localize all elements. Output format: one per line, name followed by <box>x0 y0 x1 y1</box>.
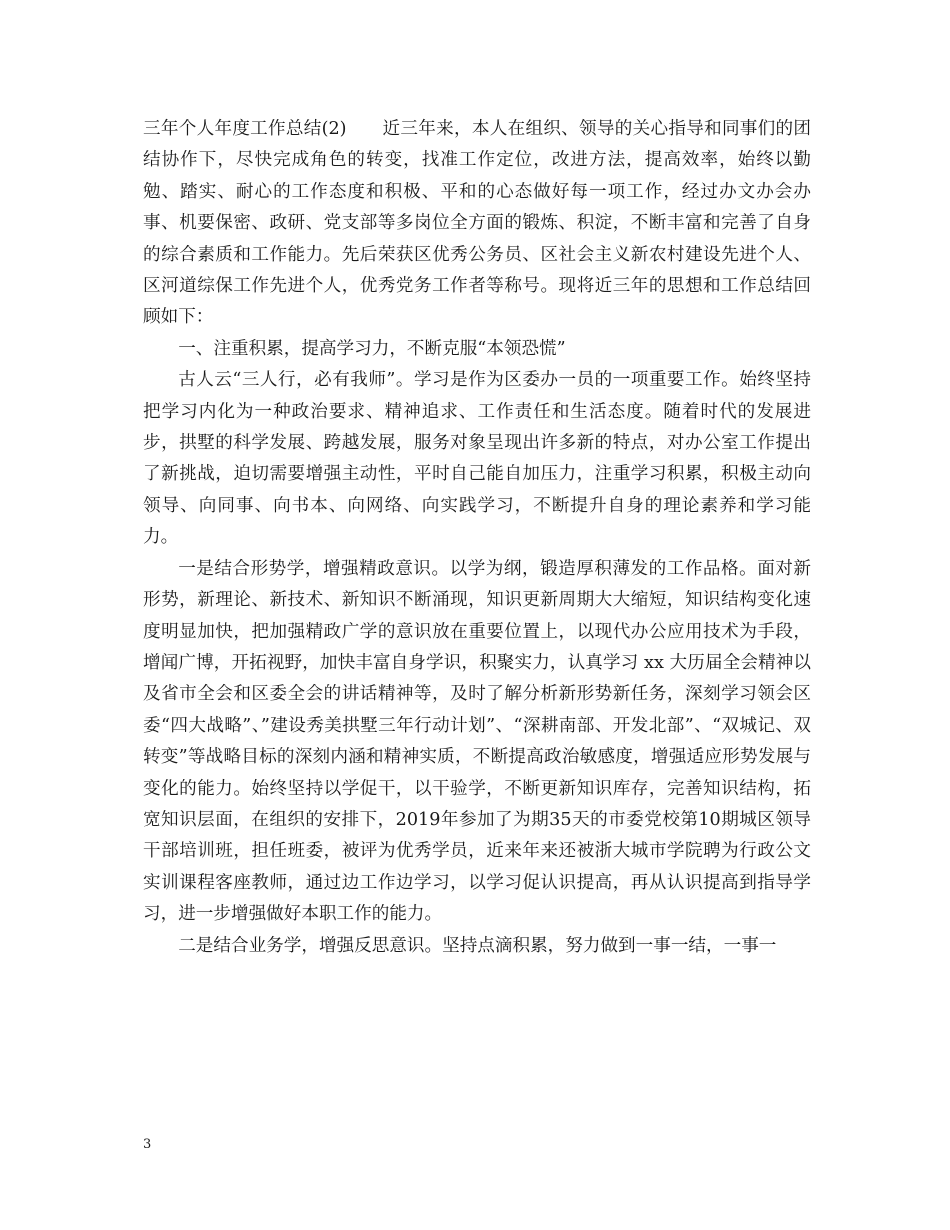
page-number: 3 <box>143 1137 152 1152</box>
document-body <box>143 114 811 962</box>
paragraph-section-heading: 一、注重积累，提高学习力，不断克服“本领恐慌” <box>178 338 566 359</box>
paragraph-intro: 三年个人年度工作总结(2) 近三年来，本人在组织、领导的关心指导和同事们的团结协作下，尽快完成角色的转变，找准工作定位，改进方法，提高效率，始终以勤勉、踏实、耐心的工作态度和积极、平和的心态做好每一项工作，经过办文办会办事、机要保密、政研、党支部等多岗位全方面的锻炼、积淀，不断丰富和完善了自身的综合素质和工作能力。先后荣获区优秀公务员、区社会主义新农村建设先进个人、区河道综保工作先进个人，优秀党务工作者等称号。现将近三年的思想和工作总结回顾如下： <box>143 119 811 328</box>
paragraph-point-two: 二是结合业务学，增强反思意识。坚持点滴积累，努力做到一事一结，一事一 <box>178 935 777 956</box>
paragraph-point-one: 一是结合形势学，增强精政意识。以学为纲，锻造厚积薄发的工作品格。面对新形势，新理论、新技术、新知识不断涌现，知识更新周期大大缩短，知识结构变化速度明显加快，把加强精政广学的意识放在重要位置上，以现代办公应用技术为手段，增闻广博，开拓视野，加快丰富自身学识，积聚实力，认真学习 xx 大历届全会精神以及省市全会和区委全会的讲话精神等，及时了解分析新形势新任务，深刻学习领会区委“四大战略”、”建设秀美拱墅三年行动计划”、“深耕南部、开发北部”、“双城记、双转变”等战略目标的深刻内涵和精神实质，不断提高政治敏感度，增强适应形势发展与变化的能力。始终坚持以学促干，以干验学，不断更新知识库存，完善知识结构，拓宽知识层面，在组织的安排下，2019年参加了为期35天的市委党校第10期城区领导干部培训班，担任班委，被评为优秀学员，近来年来还被浙大城市学院聘为行政公文实训课程客座教师，通过边工作边学习，以学习促认识提高，再从认识提高到指导学习，进一步增强做好本职工作的能力。 <box>143 558 811 925</box>
paragraph-learning: 古人云“三人行，必有我师”。学习是作为区委办一员的一项重要工作。始终坚持把学习内化为一种政治要求、精神追求、工作责任和生活态度。随着时代的发展进步，拱墅的科学发展、跨越发展，服务对象呈现出许多新的特点，对办公室工作提出了新挑战，迫切需要增强主动性，平时自己能自加压力，注重学习积累，积极主动向领导、向同事、向书本、向网络、向实践学习，不断提升自身的理论素养和学习能力。 <box>143 370 811 548</box>
